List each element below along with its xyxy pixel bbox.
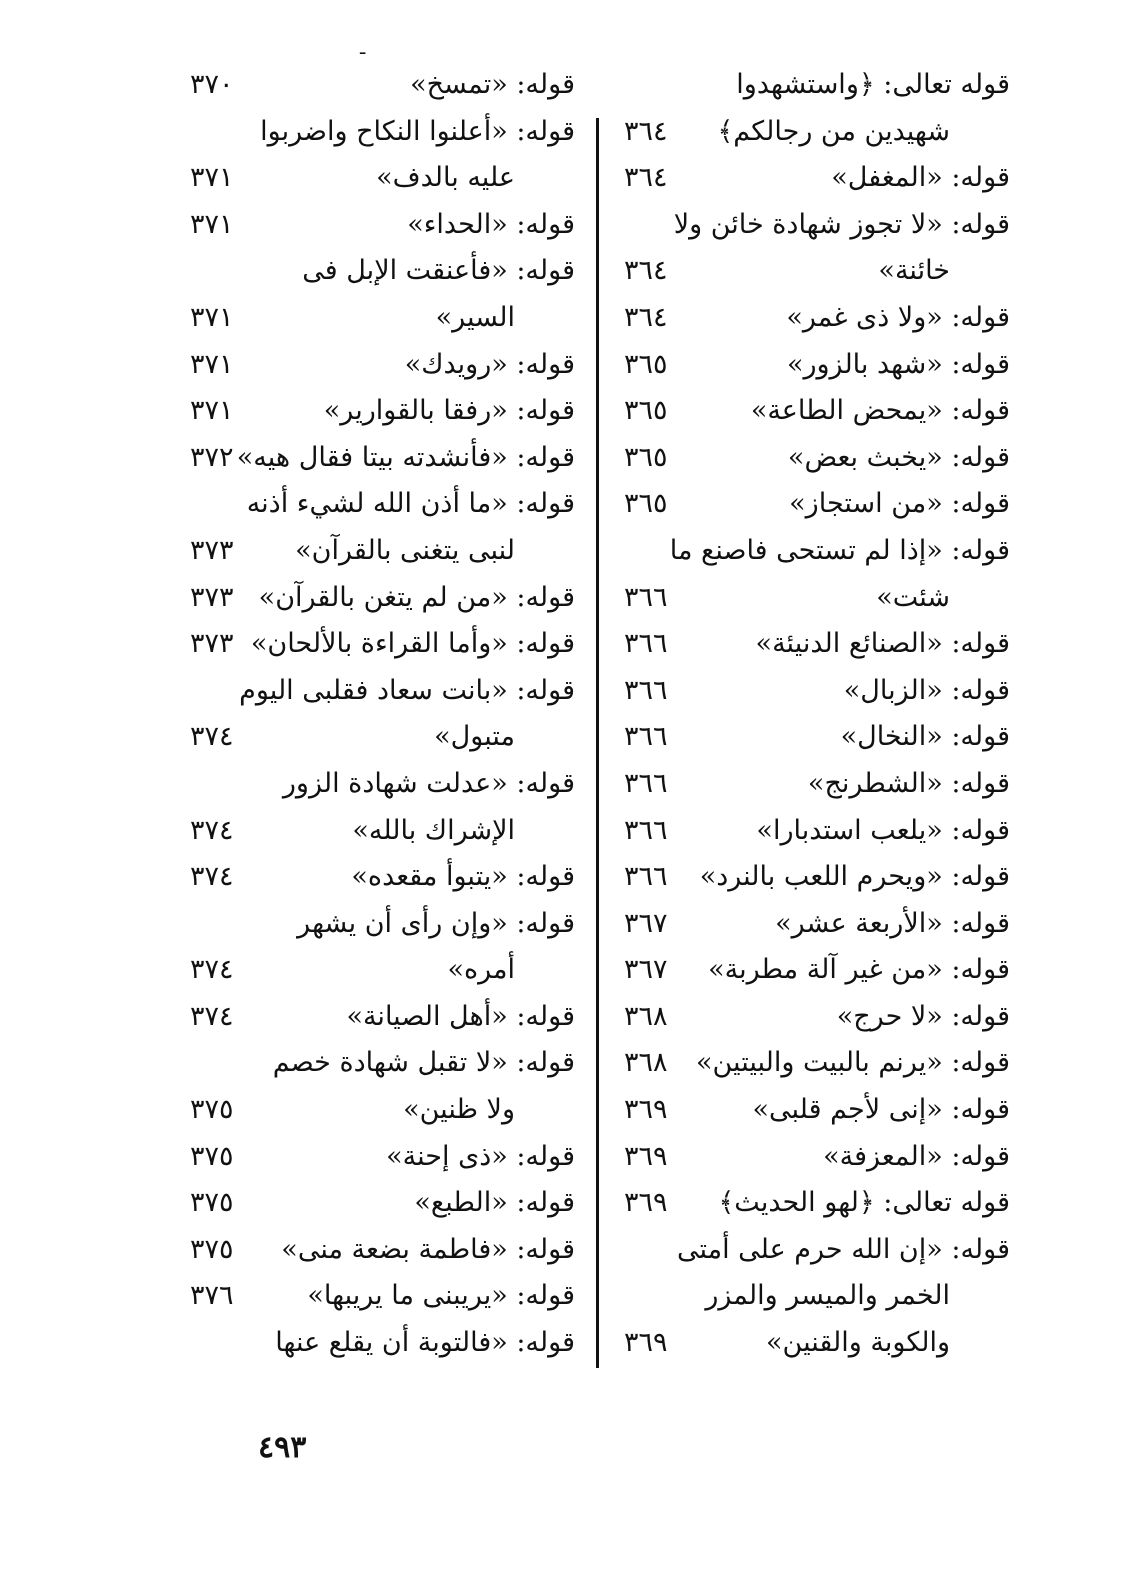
entry-text: قوله: «عدلت شهادة الزور	[282, 767, 575, 799]
index-entry	[180, 295, 575, 342]
entry-page-number: ٣٦٤	[624, 115, 668, 147]
index-entry	[180, 1227, 575, 1274]
index-entry	[180, 528, 575, 575]
stray-mark: ـ	[360, 38, 366, 59]
entry-text: قوله: «أعلنوا النكاح واضربوا	[260, 115, 575, 147]
index-entry	[180, 248, 575, 295]
entry-text: الخمر والميسر والمزر	[705, 1280, 950, 1312]
entry-text: السير»	[435, 301, 515, 333]
entry-page-number: ٣٧٣	[190, 534, 234, 566]
index-entry	[610, 481, 1010, 528]
entry-page-number: ٣٧١	[190, 208, 234, 240]
entry-page-number: ٣٧٤	[190, 861, 234, 893]
entry-text: قوله: «رويدك»	[404, 348, 575, 380]
entry-text: أمره»	[447, 954, 515, 986]
entry-page-number: ٣٧١	[190, 348, 234, 380]
column-divider	[596, 118, 599, 1368]
index-entry	[610, 155, 1010, 202]
entry-page-number: ٣٧٤	[190, 814, 234, 846]
entry-text: عليه بالدف»	[376, 162, 515, 194]
index-entry	[610, 202, 1010, 249]
entry-text: قوله: «الزبال»	[843, 674, 1010, 706]
index-entry	[610, 575, 1010, 622]
index-entry	[610, 901, 1010, 948]
index-entry	[610, 1040, 1010, 1087]
entry-page-number: ٣٦٨	[624, 1000, 668, 1032]
entry-page-number: ٣٦٥	[624, 488, 668, 520]
entry-page-number: ٣٦٥	[624, 441, 668, 473]
entry-text: قوله: «الحداء»	[407, 208, 575, 240]
entry-text: قوله: «تمسخ»	[410, 69, 575, 100]
entry-text: قوله تعالى: ﴿واستشهدوا	[736, 69, 1010, 100]
index-entry	[180, 808, 575, 855]
index-entry	[180, 435, 575, 482]
entry-page-number: ٣٧٤	[190, 1000, 234, 1032]
entry-text: خائنة»	[878, 255, 950, 287]
entry-page-number: ٣٦٩	[624, 1094, 668, 1126]
index-entry	[610, 295, 1010, 342]
entry-page-number: ٣٧٥	[190, 1094, 234, 1126]
entry-text: قوله: «من غير آلة مطربة»	[708, 954, 1010, 986]
index-entry	[180, 854, 575, 901]
index-entry	[180, 342, 575, 389]
entry-text: قوله: «المعزفة»	[823, 1140, 1010, 1172]
entry-text: متبول»	[434, 721, 515, 753]
index-entry	[610, 947, 1010, 994]
index-entry	[610, 342, 1010, 389]
entry-page-number: ٣٦٨	[624, 1047, 668, 1079]
entry-page-number: ٣٧٤	[190, 954, 234, 986]
entry-text: ولا ظنين»	[403, 1094, 515, 1126]
entry-page-number: ٣٦٩	[624, 1327, 668, 1359]
entry-text: قوله: «إذا لم تستحى فاصنع ما	[669, 534, 1010, 566]
entry-text: قوله: «لا تجوز شهادة خائن ولا	[673, 208, 1010, 240]
entry-text: قوله: «يتبوأ مقعده»	[351, 861, 575, 893]
entry-text: شئت»	[876, 581, 950, 613]
entry-page-number: ٣٧٥	[190, 1187, 234, 1219]
index-entry	[610, 808, 1010, 855]
index-entry	[180, 481, 575, 528]
index-entry	[610, 1180, 1010, 1227]
entry-page-number: ٣٦٦	[624, 581, 668, 613]
entry-page-number: ٣٦٤	[624, 255, 668, 287]
entry-text: قوله: «وأما القراءة بالألحان»	[250, 628, 575, 660]
index-entry	[180, 1134, 575, 1181]
index-entry	[610, 1087, 1010, 1134]
index-entry	[180, 668, 575, 715]
entry-text: قوله: «إنى لأجم قلبى»	[752, 1094, 1010, 1126]
entry-page-number: ٣٧٠	[190, 69, 234, 100]
index-entry	[610, 435, 1010, 482]
entry-page-number: ٣٦٤	[624, 162, 668, 194]
entry-text: قوله: «فأعنقت الإبل فى	[302, 255, 575, 287]
entry-text: قوله: «الطبع»	[414, 1187, 575, 1219]
entry-page-number: ٣٦٦	[624, 767, 668, 799]
index-entry	[180, 947, 575, 994]
entry-text: قوله: «النخال»	[840, 721, 1010, 753]
index-entry	[180, 1320, 575, 1367]
entry-page-number: ٣٦٦	[624, 814, 668, 846]
entry-page-number: ٣٧١	[190, 162, 234, 194]
entry-page-number: ٣٧١	[190, 395, 234, 427]
index-entry	[180, 1273, 575, 1320]
entry-text: قوله: «الأربعة عشر»	[775, 907, 1010, 939]
entry-page-number: ٣٧٥	[190, 1140, 234, 1172]
index-entry	[180, 202, 575, 249]
index-entry	[610, 1273, 1010, 1320]
entry-text: شهيدين من رجالكم﴾	[717, 115, 950, 147]
index-entry	[610, 1227, 1010, 1274]
entry-page-number: ٣٧١	[190, 301, 234, 333]
index-entry	[610, 1320, 1010, 1367]
index-entry	[610, 388, 1010, 435]
entry-text: قوله: «إن الله حرم على أمتى	[676, 1233, 1010, 1265]
entry-text: قوله: «فالتوبة أن يقلع عنها	[275, 1327, 575, 1359]
index-column-right	[610, 62, 1010, 1402]
entry-page-number: ٣٦٦	[624, 861, 668, 893]
index-entry	[180, 621, 575, 668]
entry-text: قوله: «رفقا بالقوارير»	[323, 395, 575, 427]
index-entry	[610, 714, 1010, 761]
entry-page-number: ٣٦٦	[624, 674, 668, 706]
index-entry	[180, 1180, 575, 1227]
index-entry	[610, 1134, 1010, 1181]
entry-page-number: ٣٦٦	[624, 721, 668, 753]
index-entry	[610, 109, 1010, 156]
index-entry	[180, 62, 575, 109]
entry-text: قوله: «يمحض الطاعة»	[750, 395, 1010, 427]
index-entry	[610, 62, 1010, 109]
entry-text: قوله: «ذى إحنة»	[386, 1140, 575, 1172]
entry-page-number: ٣٧٦	[190, 1280, 234, 1312]
index-column-left	[180, 62, 575, 1402]
index-entry	[180, 714, 575, 761]
entry-page-number: ٣٧٤	[190, 721, 234, 753]
entry-text: قوله: «لا حرج»	[836, 1000, 1010, 1032]
index-entry	[180, 109, 575, 156]
entry-text: والكوبة والقنين»	[766, 1327, 950, 1359]
index-entry	[610, 248, 1010, 295]
entry-page-number: ٣٦٥	[624, 395, 668, 427]
entry-text: قوله: «الصنائع الدنيئة»	[755, 628, 1010, 660]
entry-page-number: ٣٧٢	[190, 441, 234, 473]
entry-text: قوله: «بانت سعاد فقلبى اليوم	[239, 674, 575, 706]
entry-text: قوله: «المغفل»	[831, 162, 1010, 194]
entry-text: قوله: «فاطمة بضعة منى»	[281, 1233, 575, 1265]
entry-page-number: ٣٧٣	[190, 581, 234, 613]
entry-page-number: ٣٧٥	[190, 1233, 234, 1265]
index-entry	[610, 528, 1010, 575]
index-entry	[610, 761, 1010, 808]
entry-text: قوله: «ولا ذى غمر»	[786, 301, 1010, 333]
index-entry	[610, 668, 1010, 715]
entry-text: قوله: «من استجاز»	[789, 488, 1010, 520]
entry-text: قوله: «شهد بالزور»	[786, 348, 1010, 380]
index-entry	[180, 155, 575, 202]
entry-page-number: ٣٧٣	[190, 628, 234, 660]
index-entry	[610, 621, 1010, 668]
index-entry	[180, 761, 575, 808]
index-entry	[180, 994, 575, 1041]
index-entry	[180, 1040, 575, 1087]
entry-text: قوله: «يلعب استدبارا»	[756, 814, 1010, 846]
entry-page-number: ٣٦٤	[624, 301, 668, 333]
entry-text: قوله: «وإن رأى أن يشهر	[297, 907, 575, 939]
page-number: ٤٩٣	[258, 1430, 307, 1465]
entry-page-number: ٣٦٥	[624, 348, 668, 380]
entry-text: قوله: «يرنم بالبيت والبيتين»	[695, 1047, 1010, 1079]
entry-text: الإشراك بالله»	[352, 814, 515, 846]
index-entry	[610, 994, 1010, 1041]
index-entry	[180, 388, 575, 435]
index-entry	[610, 854, 1010, 901]
entry-text: قوله: «يريبنى ما يريبها»	[307, 1280, 575, 1312]
index-entry	[180, 575, 575, 622]
entry-text: قوله: «أهل الصيانة»	[346, 1000, 575, 1032]
entry-text: قوله: «فأنشدته بيتا فقال هيه»	[236, 441, 575, 473]
index-entry	[180, 901, 575, 948]
entry-text: قوله: «ما أذن الله لشيء أذنه	[246, 488, 575, 520]
entry-text: قوله: «ويحرم اللعب بالنرد»	[699, 861, 1010, 893]
entry-page-number: ٣٦٧	[624, 954, 668, 986]
entry-text: قوله تعالى: ﴿لهو الحديث﴾	[718, 1187, 1010, 1219]
entry-text: قوله: «لا تقبل شهادة خصم	[272, 1047, 575, 1079]
entry-text: قوله: «من لم يتغن بالقرآن»	[258, 581, 575, 613]
entry-text: قوله: «الشطرنج»	[807, 767, 1010, 799]
entry-text: قوله: «يخبث بعض»	[787, 441, 1010, 473]
entry-page-number: ٣٦٩	[624, 1140, 668, 1172]
entry-page-number: ٣٦٧	[624, 907, 668, 939]
entry-page-number: ٣٦٦	[624, 628, 668, 660]
entry-page-number: ٣٦٩	[624, 1187, 668, 1219]
index-entry	[180, 1087, 575, 1134]
entry-text: لنبى يتغنى بالقرآن»	[295, 534, 515, 566]
